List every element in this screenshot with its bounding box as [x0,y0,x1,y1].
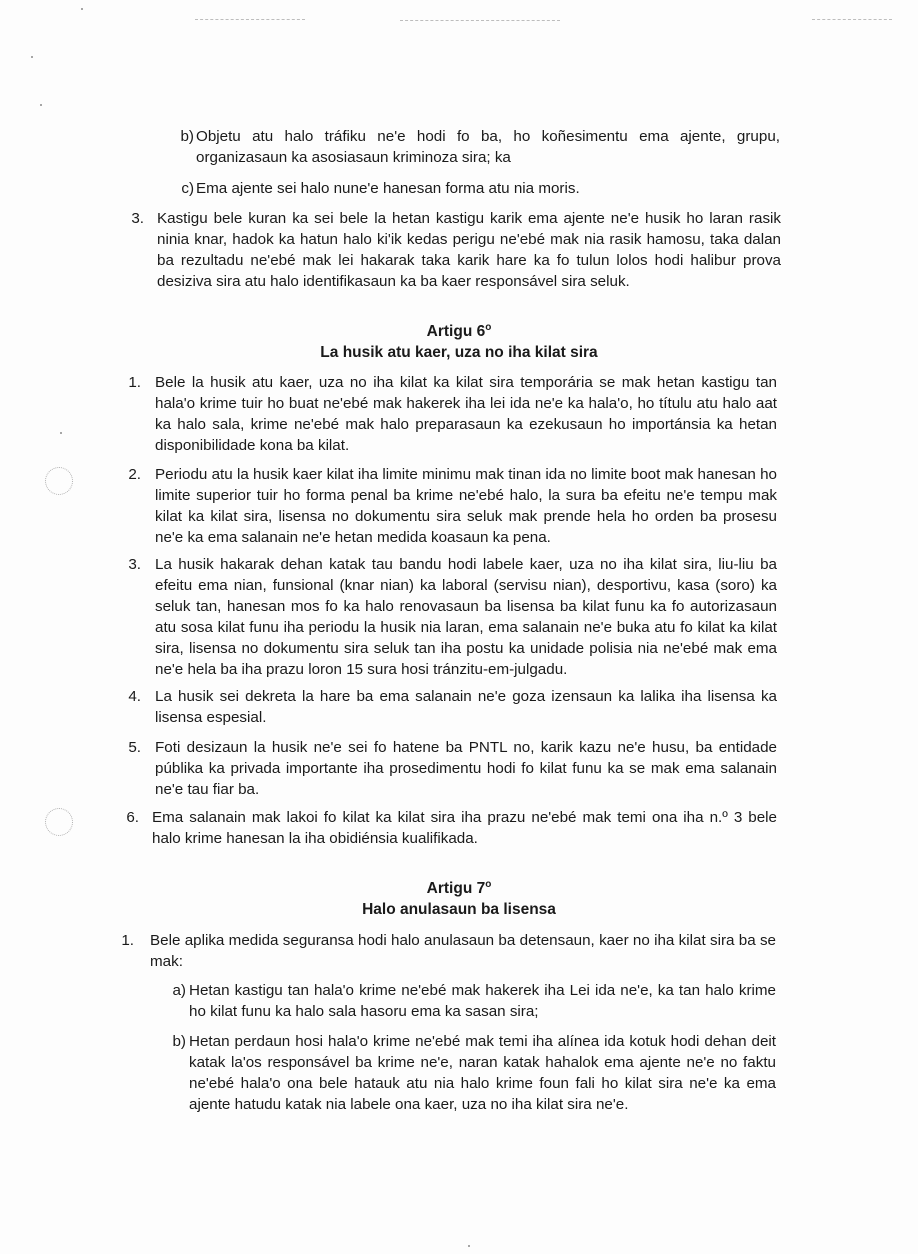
list-item: Foti desizaun la husik ne'e sei fo hatene ba PNTL no, karik kazu ne'e husu, ba entidade públika ka privada importante iha prosedimentu hodi fo kilat funu ka se mak ema salanain ne'e tau fiar ba. [155,739,777,798]
article-title [0,321,918,342]
scan-artifact-line [400,20,560,22]
list-item: Kastigu bele kuran ka sei bele la hetan kastigu karik ema ajente ne'e husik ho laran rasik ninia knar, hadok ka hatun halo ki'ik kedas perigu ne'ebé mak nia rasik hamosu, taka dalan ba rezultadu ne'ebé mak lei hakarak taka karik hare ka fo tulun lolos hodi halibur prova desiziva sira atu halo identifikasaun ka ba kaer responsável sira seluk. [157,210,781,290]
article-subtitle: Halo anulasaun ba lisensa [362,901,556,918]
article-title-ordinal: o [485,878,492,890]
article-title-text: Artigu 7 [426,880,486,897]
list-item: Ema ajente sei halo nune'e hanesan forma atu nia moris. [196,180,580,197]
item-marker: 3. [131,210,144,227]
scan-speck [31,56,33,58]
item-marker: 2. [128,466,141,483]
punch-hole-mark [45,467,73,495]
list-item: Ema salanain mak lakoi fo kilat ka kilat sira iha prazu ne'ebé mak temi ona iha n.º 3 bele halo krime hanesan la iha obidiénsia kualifikada. [152,809,777,847]
list-item: Objetu atu halo tráfiku ne'e hodi fo ba, ho koñesimentu ema ajente, grupu, organizasaun ka asosiasaun kriminoza sira; ka [196,128,780,166]
item-marker: 6. [126,809,139,826]
scan-artifact-line [195,19,305,21]
item-marker: c) [181,180,194,197]
item-marker: b) [180,128,194,145]
item-marker: b) [172,1033,186,1050]
article-subtitle: La husik atu kaer, uza no iha kilat sira [320,344,598,361]
article-title [0,878,918,899]
scan-artifact-line [812,19,892,21]
item-marker: 1. [128,374,141,391]
item-marker: 1. [121,932,134,949]
list-item: Hetan kastigu tan hala'o krime ne'ebé mak hakerek iha Lei ida ne'e, ka tan halo krime ho kilat funu ka halo sala hasoru ema ka sasan sira; [189,982,776,1020]
list-item: La husik sei dekreta la hare ba ema salanain ne'e goza izensaun ka lalika iha lisensa ka lisensa espesial. [155,688,777,726]
list-item: Bele aplika medida seguransa hodi halo anulasaun ba detensaun, kaer no iha kilat sira ba se mak: [150,932,776,970]
article-title-ordinal: o [485,321,492,333]
item-marker: 4. [128,688,141,705]
scan-speck [468,1245,470,1247]
item-marker: 3. [128,556,141,573]
list-item: Hetan perdaun hosi hala'o krime ne'ebé mak temi iha alínea ida kotuk hodi dehan deit katak la'os responsável ba krime ne'e, naran katak hahalok ema ajente ne'e no faktu ne'ebé hala'o ona bele hatauk atu nia halo krime foun fali ho kilat sira ne'e ka ema ajente hatudu katak nia labele ona kaer, uza no iha kilat sira ne'e. [189,1033,776,1113]
scan-speck [81,8,83,10]
item-marker: 5. [128,739,141,756]
scan-speck [40,104,42,106]
list-item: La husik hakarak dehan katak tau bandu hodi labele kaer, uza no iha kilat sira, liu-liu ba efeitu ema nian, funsional (knar nian) ka laboral (servisu nian), desportivu, kasa (soro) ka seluk tan, hanesan mos fo ka halo renovasaun ba lisensa ba kilat funu ka fo autorizasaun atu sosa kilat funu iha periodu la husik nia laran, ema salanain ne'e buka atu fo kilat ka kilat sira, lisensa no dokumentu sira seluk tan iha postu ka unidade polisia nia ne'ebé mak ema ne'e hela ba iha prazu loron 15 sura hosi tránzitu-em-julgadu. [155,556,777,678]
scan-speck [60,432,62,434]
article-title-text: Artigu 6 [426,323,486,340]
punch-hole-mark [45,808,73,836]
list-item: Bele la husik atu kaer, uza no iha kilat ka kilat sira temporária se mak hetan kastigu tan hala'o krime tuir ho buat ne'ebé mak hakerek iha lei ida ne'e ka hala'o, ho títulu atu halo aat ka halo sala, krime ne'ebé mak halo preparasaun ka ezekusaun ho importánsia ka hetan disponibilidade kona ba kilat. [155,374,777,454]
item-marker: a) [172,982,186,999]
list-item: Periodu atu la husik kaer kilat iha limite minimu mak tinan ida no limite boot mak hanesan ho limite superior tuir ho forma penal ba krime ne'ebé halo, la sura ba efeitu ne'e tempu mak kilat ka kilat sira, lisensa no dokumentu sira seluk mak prende hela ho orden ba prosesu ne'e ka ema salanain ne'e hetan medida koasaun ka pena. [155,466,777,546]
